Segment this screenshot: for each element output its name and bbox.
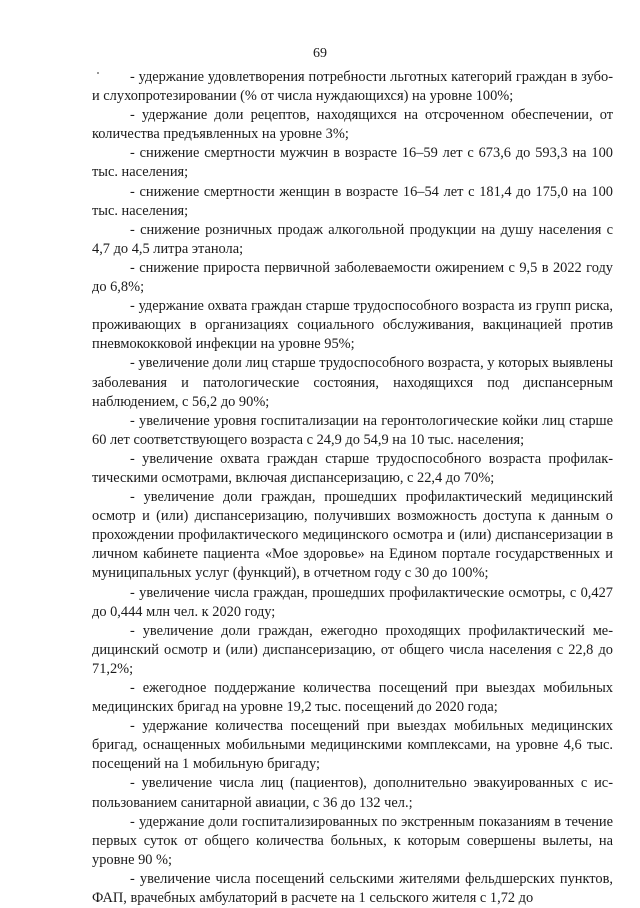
- paragraph-dispensary-observation: - увеличение доли лиц старше трудоспособного возраста, у которых выявлены заболевания и патологические состояния, находящихся под диспансерным наблюдением, с 56,2 до 90%;: [92, 355, 613, 410]
- paragraph-gerontology-beds: - увеличение уровня госпитализации на геронтологические койки лиц старше 60 лет соответствующего возраста с 24,9 до 54,9 на 10 тыс. населения;: [92, 412, 613, 448]
- paragraph-air-ambulance: - увеличение числа лиц (пациентов), дополнительно эвакуированных с использованием санитарной авиации, с 36 до 132 чел.;: [92, 775, 613, 811]
- body-text: [92, 68, 613, 908]
- paragraph-emergency-hospitalization: - удержание доли госпитализированных по экстренным показаниям в течение первых суток от общего количества больных, к которым совершены вылеты, на уровне 90 %;: [92, 813, 613, 868]
- paragraph-mobile-complexes: - удержание количества посещений при выездах мобильных медицинских бригад, оснащенных мобильными медицинскими комплексами, на уровне 4,6 тыс. посещений на 1 мобильную бригаду;: [92, 718, 613, 773]
- paragraph-preventive-exams-count: - увеличение числа граждан, прошедших профилактические осмотры, с 0,427 до 0,444 млн чел. к 2020 году;: [92, 584, 613, 620]
- paragraph-preventive-exams-elderly: - увеличение охвата граждан старше трудоспособного возраста профилактическими осмотрами, включая диспансеризацию, с 22,4 до 70%;: [92, 450, 613, 486]
- paragraph-male-mortality: - снижение смертности мужчин в возрасте 16–59 лет с 673,6 до 593,3 на 100 тыс. населения;: [92, 145, 613, 181]
- paragraph-dental-prosthetics: - удержание удовлетворения потребности льготных категорий граждан в зубо- и слухопротезировании (% от числа нуждающихся) на уровне 100%;: [92, 69, 613, 105]
- paragraph-obesity: - снижение прироста первичной заболеваемости ожирением с 9,5 в 2022 году до 6,8%;: [92, 259, 613, 296]
- paragraph-rural-visits: - увеличение числа посещений сельскими жителями фельдшерских пунктов, ФАП, врачебных амбулаторий в расчете на 1 сельского жителя с 1,72 до: [92, 870, 613, 907]
- paragraph-alcohol-sales: - снижение розничных продаж алкогольной продукции на душу населения с 4,7 до 4,5 литра этанола;: [92, 221, 613, 257]
- paragraph-patient-portal: - увеличение доли граждан, прошедших профилактический медицинский осмотр и (или) диспансеризацию, получивших возможность доступа к данным о прохождении профилактического медицинского осмотра и (или) диспансеризации в личном кабинете пациента «Мое здоровье» на Едином портале государственных и муниципальных услуг (функций), в отчетном году с 30 до 100%;: [92, 489, 613, 582]
- paragraph-prescriptions: - удержание доли рецептов, находящихся на отсроченном обеспечении, от количества предъявленных на уровне 3%;: [92, 107, 613, 143]
- paragraph-female-mortality: - снижение смертности женщин в возрасте 16–54 лет с 181,4 до 175,0 на 100 тыс. населения;: [92, 183, 613, 219]
- paragraph-pneumococcal-vaccination: - удержание охвата граждан старше трудоспособного возраста из групп риска, проживающих в организациях социального обслуживания, вакцинацией против пневмококковой инфекции на уровне 95%;: [92, 298, 613, 353]
- page-number: 69: [313, 46, 327, 61]
- paragraph-annual-checkups: - увеличение доли граждан, ежегодно проходящих профилактический медицинский осмотр и (или) диспансеризацию, от общего числа населения с 22,8 до 71,2%;: [92, 622, 613, 677]
- paragraph-mobile-brigades-visits: - ежегодное поддержание количества посещений при выездах мобильных медицинских бригад на уровне 19,2 тыс. посещений до 2020 года;: [92, 680, 613, 716]
